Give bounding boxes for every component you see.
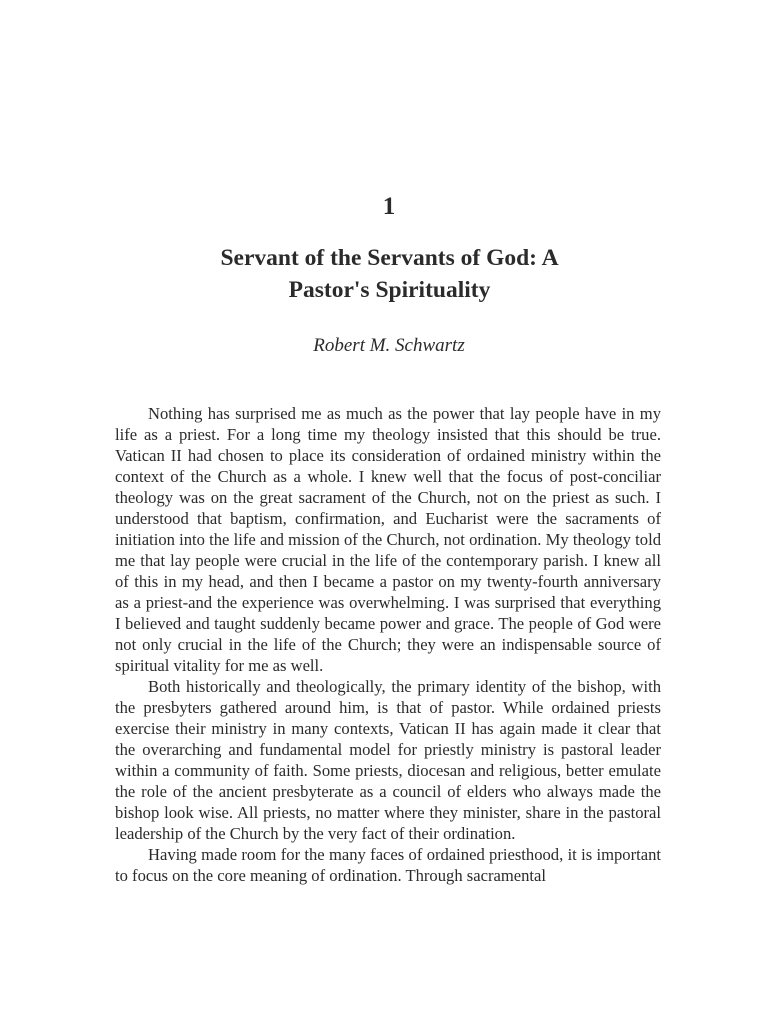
chapter-number: 1 [382, 193, 396, 220]
chapter-title [160, 242, 619, 306]
paragraph-1: Nothing has surprised me as much as the power that lay people have in my life as a priest. For a long time my theology insisted that this should be true. Vatican II had chosen to place its consideration of ordained ministry within the context of the Church as a whole. I knew well that the focus of post-conciliar theology was on the great sacrament of the Church, not on the priest as such. I understood that baptism, confirmation, and Eucharist were the sacraments of initiation into the life and mission of the Church, not ordination. My theology told me that lay people were crucial in the life of the contemporary parish. I knew all of this in my head, and then I became a pastor on my twenty-fourth anniversary as a priest-and the experience was overwhelming. I was surprised that everything I believed and taught suddenly became power and grace. The people of God were not only crucial in the life of the Church; they were an indispensable source of spiritual vitality for me as well. [115, 404, 661, 675]
author-name: Robert M. Schwartz [313, 335, 465, 356]
body-text [115, 403, 661, 886]
paragraph-2: Both historically and theologically, the primary identity of the bishop, with the presbyters gathered around him, is that of pastor. While ordained priests exercise their ministry in many contexts, Vatican II has again made it clear that the overarching and fundamental model for priestly ministry is pastoral leader within a community of faith. Some priests, diocesan and religious, better emulate the role of the ancient presbyterate as a council of elders who always made the bishop look wise. All priests, no matter where they minister, share in the pastoral leadership of the Church by the very fact of their ordination. [115, 677, 661, 843]
chapter-title-line-2: Pastor's Spirituality [288, 277, 491, 303]
paragraph-3: Having made room for the many faces of ordained priesthood, it is important to focus on the core meaning of ordination. Through sacramental [115, 845, 661, 885]
chapter-title-line-1: Servant of the Servants of God: A [220, 245, 559, 271]
